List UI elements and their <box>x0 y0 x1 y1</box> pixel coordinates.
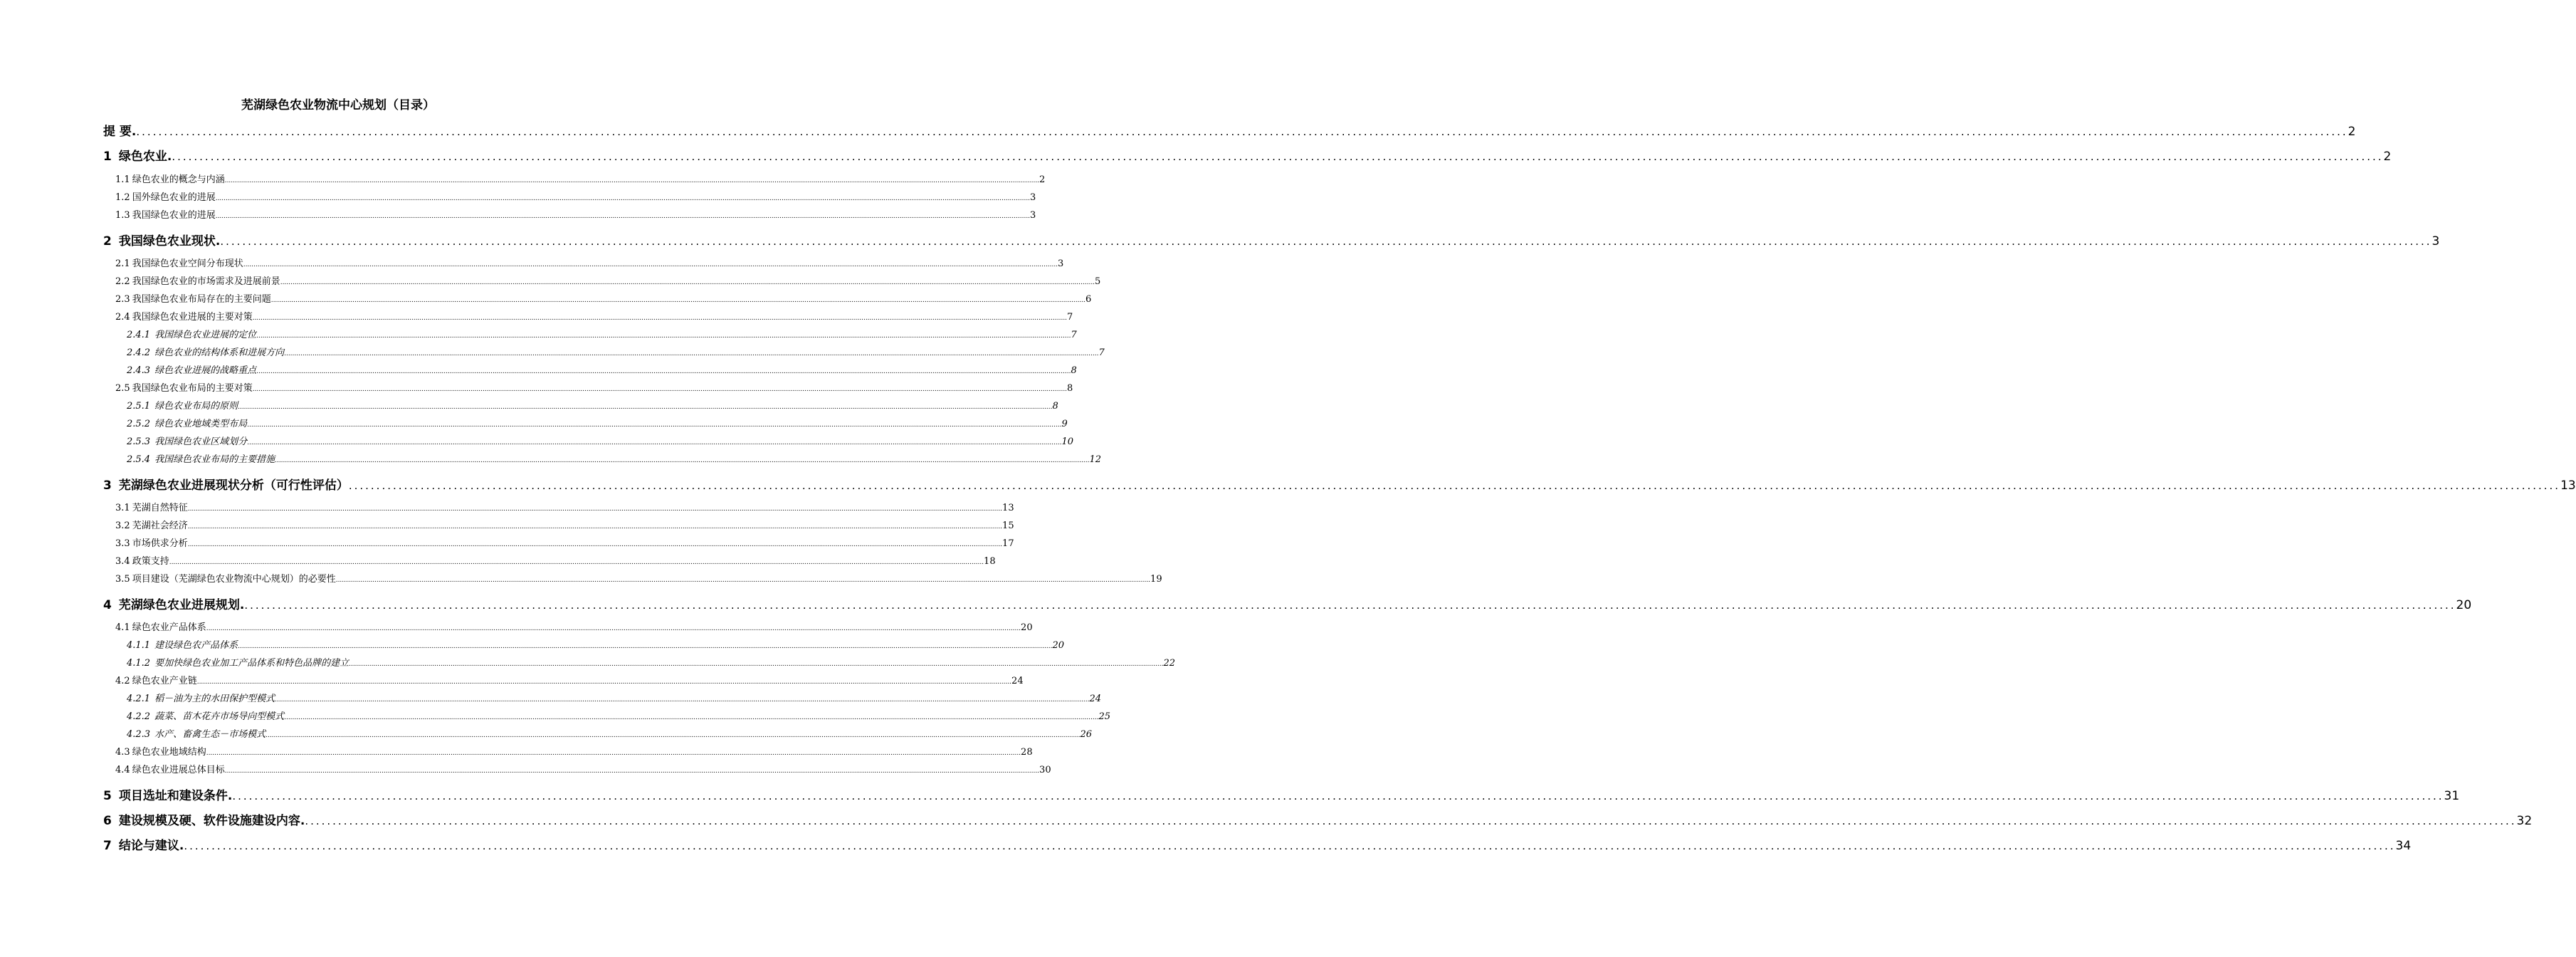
dot-leader: ................................................................................................................................................................................................................................................................................................................................................................................................................ <box>206 750 1021 757</box>
toc-entry-label: 稻－油为主的水田保护型模式 <box>154 694 275 704</box>
dot-leader: ................................................................................................................................................................................................................................................................................................................................................................................................................ <box>232 790 2444 802</box>
toc-entry-number: 2.4 <box>115 312 130 323</box>
toc-entry-page: 24 <box>1011 676 1024 686</box>
toc-entry-page: 19 <box>1150 574 1162 585</box>
toc-entry-page: 20 <box>2456 598 2472 612</box>
toc-entry[interactable] <box>115 518 1014 532</box>
toc-entry-label: 我国绿色农业布局的主要对策 <box>132 383 253 394</box>
toc-entry-page: 22 <box>1163 658 1175 669</box>
dot-leader: ................................................................................................................................................................................................................................................................................................................................................................................................................ <box>187 506 1003 513</box>
toc-entry-label: 市场供求分析 <box>132 538 188 549</box>
toc-entry[interactable] <box>127 345 1105 359</box>
toc-entry-label: 水产、畜禽生态－市场模式 <box>154 729 266 740</box>
toc-entry-page: 8 <box>1052 401 1058 412</box>
toc-entry-label: 项目选址和建设条件. <box>118 789 233 803</box>
toc-entry-page: 17 <box>1002 538 1014 549</box>
toc-entry-page: 3 <box>1058 258 1064 269</box>
toc-entry-page: 7 <box>1098 347 1105 358</box>
toc-entry-label: 绿色农业地域结构 <box>132 747 206 758</box>
dot-leader: ................................................................................................................................................................................................................................................................................................................................................................................................................ <box>275 457 1090 464</box>
toc-entry[interactable] <box>115 309 1073 323</box>
toc-entry-label: 芜湖社会经济 <box>132 521 188 531</box>
toc-entry-number: 1 <box>103 150 112 164</box>
dot-leader: ................................................................................................................................................................................................................................................................................................................................................................................................................ <box>256 368 1071 375</box>
toc-entry-page: 7 <box>1067 312 1073 323</box>
toc-entry-page: 32 <box>2516 814 2533 828</box>
toc-entry[interactable] <box>127 362 1077 377</box>
toc-entry-page: 3 <box>1030 192 1036 203</box>
toc-entry-page: 5 <box>1095 276 1101 287</box>
toc-entry[interactable] <box>115 619 1033 634</box>
toc-entry-label: 提 要. <box>103 125 137 139</box>
dot-leader: ................................................................................................................................................................................................................................................................................................................................................................................................................ <box>348 479 2561 492</box>
toc-entry[interactable] <box>103 835 2412 854</box>
toc-entry-number: 4 <box>103 598 112 612</box>
toc-entry-page: 2 <box>2383 150 2392 164</box>
toc-entry-number: 2.5.2 <box>127 419 151 429</box>
dot-leader: ................................................................................................................................................................................................................................................................................................................................................................................................................ <box>252 315 1068 322</box>
toc-entry-number: 3.2 <box>115 521 130 531</box>
toc-entry-page: 12 <box>1089 454 1101 465</box>
toc-entry-label: 我国绿色农业布局的主要措施 <box>154 454 275 465</box>
toc-entry[interactable] <box>115 762 1051 776</box>
document-title: 芜湖绿色农业物流中心规划（目录） <box>241 98 435 113</box>
dot-leader: ................................................................................................................................................................................................................................................................................................................................................................................................................ <box>224 177 1040 184</box>
toc-entry-number: 2.4.3 <box>127 365 151 376</box>
toc-entry-number: 4.1.2 <box>127 658 151 669</box>
toc-entry-page: 26 <box>1080 729 1092 740</box>
dot-leader: ................................................................................................................................................................................................................................................................................................................................................................................................................ <box>284 350 1099 357</box>
toc-entry-number: 4.3 <box>115 747 130 758</box>
toc-entry-label: 芜湖绿色农业进展现状分析（可行性评估） <box>118 478 349 493</box>
dot-leader: ................................................................................................................................................................................................................................................................................................................................................................................................................ <box>280 279 1095 286</box>
toc-entry-label: 结论与建议. <box>118 839 184 853</box>
toc-entry-page: 9 <box>1061 419 1068 429</box>
toc-entry[interactable] <box>115 256 1064 270</box>
toc-entry-label: 我国绿色农业的市场需求及进展前景 <box>132 276 280 287</box>
toc-entry[interactable] <box>103 475 2576 493</box>
toc-entry[interactable] <box>115 535 1014 550</box>
dot-leader: ................................................................................................................................................................................................................................................................................................................................................................................................................ <box>206 625 1021 632</box>
toc-entry-label: 我国绿色农业的进展 <box>132 210 216 221</box>
dot-leader: ................................................................................................................................................................................................................................................................................................................................................................................................................ <box>215 195 1031 202</box>
toc-entry[interactable] <box>115 571 1162 585</box>
toc-entry-number: 3.5 <box>115 574 130 585</box>
toc-entry-number: 4.2.2 <box>127 711 151 722</box>
toc-entry-label: 要加快绿色农业加工产品体系和特色品牌的建立 <box>154 658 349 669</box>
toc-entry-number: 6 <box>103 814 112 828</box>
toc-entry-label: 我国绿色农业区域划分 <box>154 436 248 447</box>
toc-entry-number: 1.1 <box>115 174 130 185</box>
dot-leader: ................................................................................................................................................................................................................................................................................................................................................................................................................ <box>215 213 1031 220</box>
toc-entry-number: 3 <box>103 478 112 493</box>
dot-leader: ................................................................................................................................................................................................................................................................................................................................................................................................................ <box>196 679 1012 686</box>
toc-entry-number: 3.1 <box>115 503 130 513</box>
toc-entry-label: 国外绿色农业的进展 <box>132 192 216 203</box>
dot-leader: ................................................................................................................................................................................................................................................................................................................................................................................................................ <box>244 599 2456 612</box>
dot-leader: ................................................................................................................................................................................................................................................................................................................................................................................................................ <box>252 386 1068 393</box>
toc-entry-page: 28 <box>1021 747 1033 758</box>
dot-leader: ................................................................................................................................................................................................................................................................................................................................................................................................................ <box>220 235 2432 248</box>
toc-entry-label: 绿色农业的结构体系和进展方向 <box>154 347 285 358</box>
dot-leader: ................................................................................................................................................................................................................................................................................................................................................................................................................ <box>275 696 1090 704</box>
toc-entry-page: 18 <box>984 556 996 567</box>
toc-entry-label: 绿色农业进展总体目标 <box>132 765 225 775</box>
toc-entry-label: 我国绿色农业空间分布现状 <box>132 258 243 269</box>
dot-leader: ................................................................................................................................................................................................................................................................................................................................................................................................................ <box>349 661 1164 668</box>
toc-entry-number: 2.3 <box>115 294 130 305</box>
toc-entry-label: 绿色农业地域类型布局 <box>154 419 248 429</box>
toc-entry-number: 1.3 <box>115 210 130 221</box>
toc-entry-number: 7 <box>103 839 112 853</box>
toc-entry[interactable] <box>103 231 2440 249</box>
toc-entry-number: 2.1 <box>115 258 130 269</box>
toc-entry-page: 34 <box>2395 839 2412 853</box>
toc-entry[interactable] <box>115 744 1033 758</box>
toc-entry-label: 绿色农业产业链 <box>132 676 197 686</box>
toc-entry-number: 2.2 <box>115 276 130 287</box>
toc-entry-label: 我国绿色农业进展的定位 <box>154 330 257 340</box>
toc-entry[interactable] <box>115 207 1036 221</box>
dot-leader: ................................................................................................................................................................................................................................................................................................................................................................................................................ <box>187 523 1003 530</box>
dot-leader: ................................................................................................................................................................................................................................................................................................................................................................................................................ <box>284 714 1099 721</box>
toc-entry-number: 1.2 <box>115 192 130 203</box>
dot-leader: ................................................................................................................................................................................................................................................................................................................................................................................................................ <box>335 577 1151 584</box>
toc-entry-number: 4.1 <box>115 622 130 633</box>
toc-entry[interactable] <box>103 121 2356 140</box>
toc-entry[interactable] <box>127 726 1092 741</box>
toc-entry-label: 我国绿色农业现状. <box>118 234 221 249</box>
toc-entry-number: 2 <box>103 234 112 249</box>
toc-entry-page: 15 <box>1002 521 1014 531</box>
toc-entry-page: 3 <box>1030 210 1036 221</box>
toc-entry-number: 2.4.2 <box>127 347 151 358</box>
toc-entry[interactable] <box>127 637 1064 652</box>
toc-entry[interactable] <box>127 708 1110 723</box>
toc-entry[interactable] <box>115 553 996 568</box>
toc-entry[interactable] <box>103 785 2460 804</box>
dot-leader: ................................................................................................................................................................................................................................................................................................................................................................................................................ <box>224 768 1040 775</box>
toc-entry-page: 2 <box>2348 125 2356 139</box>
toc-entry-label: 政策支持 <box>132 556 169 567</box>
toc-entry-page: 3 <box>2432 234 2440 249</box>
dot-leader: ................................................................................................................................................................................................................................................................................................................................................................................................................ <box>238 643 1053 650</box>
toc-entry-label: 芜湖绿色农业进展规划. <box>118 598 245 612</box>
dot-leader: ................................................................................................................................................................................................................................................................................................................................................................................................................ <box>266 732 1081 739</box>
dot-leader: ................................................................................................................................................................................................................................................................................................................................................................................................................ <box>238 404 1053 411</box>
dot-leader: ................................................................................................................................................................................................................................................................................................................................................................................................................ <box>256 333 1071 340</box>
toc-entry-label: 芜湖自然特征 <box>132 503 188 513</box>
toc-entry[interactable] <box>127 398 1058 412</box>
toc-entry-label: 我国绿色农业布局存在的主要问题 <box>132 294 271 305</box>
toc-entry-number: 3.3 <box>115 538 130 549</box>
toc-entry[interactable] <box>127 416 1068 430</box>
toc-entry-number: 2.4.1 <box>127 330 151 340</box>
toc-entry-number: 4.2.1 <box>127 694 151 704</box>
toc-entry-page: 20 <box>1021 622 1033 633</box>
toc-entry-label: 我国绿色农业进展的主要对策 <box>132 312 253 323</box>
toc-entry-page: 30 <box>1039 765 1051 775</box>
toc-entry-number: 5 <box>103 789 112 803</box>
toc-entry-number: 4.1.1 <box>127 640 151 651</box>
toc-entry-number: 3.4 <box>115 556 130 567</box>
toc-entry-number: 4.4 <box>115 765 130 775</box>
toc-entry-label: 蔬菜、苗木花卉市场导向型模式 <box>154 711 285 722</box>
toc-entry-number: 2.5.4 <box>127 454 151 465</box>
dot-leader: ................................................................................................................................................................................................................................................................................................................................................................................................................ <box>184 840 2396 852</box>
toc-entry-number: 2.5 <box>115 383 130 394</box>
toc-entry[interactable] <box>127 691 1101 705</box>
toc-entry-page: 25 <box>1098 711 1110 722</box>
toc-entry[interactable] <box>115 172 1046 186</box>
toc-entry-label: 绿色农业进展的战略重点 <box>154 365 257 376</box>
dot-leader: ................................................................................................................................................................................................................................................................................................................................................................................................................ <box>247 439 1062 446</box>
toc-entry-page: 8 <box>1067 383 1073 394</box>
toc-entry[interactable] <box>127 434 1073 448</box>
toc-entry[interactable] <box>115 380 1073 394</box>
toc-entry-label: 建设规模及硬、软件设施建设内容. <box>118 814 305 828</box>
dot-leader: ................................................................................................................................................................................................................................................................................................................................................................................................................ <box>169 559 984 566</box>
toc-entry-number: 4.2.3 <box>127 729 151 740</box>
toc-entry-page: 6 <box>1085 294 1092 305</box>
dot-leader: ................................................................................................................................................................................................................................................................................................................................................................................................................ <box>270 297 1086 304</box>
toc-entry-label: 项目建设（芜湖绿色农业物流中心规划）的必要性 <box>132 574 336 585</box>
toc-entry-page: 2 <box>1039 174 1046 185</box>
toc-entry-label: 绿色农业布局的原则 <box>154 401 238 412</box>
toc-entry-page: 31 <box>2444 789 2460 803</box>
toc-entry-page: 7 <box>1071 330 1077 340</box>
toc-entry-page: 20 <box>1052 640 1064 651</box>
toc-entry-number: 2.5.3 <box>127 436 151 447</box>
dot-leader: ................................................................................................................................................................................................................................................................................................................................................................................................................ <box>247 422 1062 429</box>
toc-entry-label: 绿色农业产品体系 <box>132 622 206 633</box>
toc-entry-page: 10 <box>1061 436 1073 447</box>
toc-entry-label: 绿色农业. <box>118 150 172 164</box>
toc-entry-label: 绿色农业的概念与内涵 <box>132 174 225 185</box>
toc-entry[interactable] <box>103 810 2533 829</box>
dot-leader: ................................................................................................................................................................................................................................................................................................................................................................................................................ <box>172 150 2384 163</box>
toc-entry[interactable] <box>127 451 1101 466</box>
toc-entry[interactable] <box>115 291 1092 305</box>
toc-entry-number: 2.5.1 <box>127 401 151 412</box>
toc-entry-page: 24 <box>1089 694 1101 704</box>
toc-entry[interactable] <box>115 673 1024 687</box>
toc-entry-page: 13 <box>1002 503 1014 513</box>
toc-entry[interactable] <box>103 595 2472 613</box>
toc-entry[interactable] <box>115 500 1014 514</box>
toc-entry-number: 4.2 <box>115 676 130 686</box>
toc-entry[interactable] <box>115 273 1101 288</box>
dot-leader: ................................................................................................................................................................................................................................................................................................................................................................................................................ <box>243 261 1058 268</box>
toc-entry-label: 建设绿色农产品体系 <box>154 640 238 651</box>
toc-entry[interactable] <box>127 327 1077 341</box>
dot-leader: ................................................................................................................................................................................................................................................................................................................................................................................................................ <box>305 815 2517 827</box>
toc-entry[interactable] <box>115 189 1036 204</box>
dot-leader: ................................................................................................................................................................................................................................................................................................................................................................................................................ <box>136 125 2348 138</box>
toc-entry-page: 13 <box>2560 478 2576 493</box>
toc-entry-page: 8 <box>1071 365 1077 376</box>
dot-leader: ................................................................................................................................................................................................................................................................................................................................................................................................................ <box>187 541 1003 548</box>
toc-entry[interactable] <box>127 655 1175 669</box>
toc-entry[interactable] <box>103 146 2392 164</box>
